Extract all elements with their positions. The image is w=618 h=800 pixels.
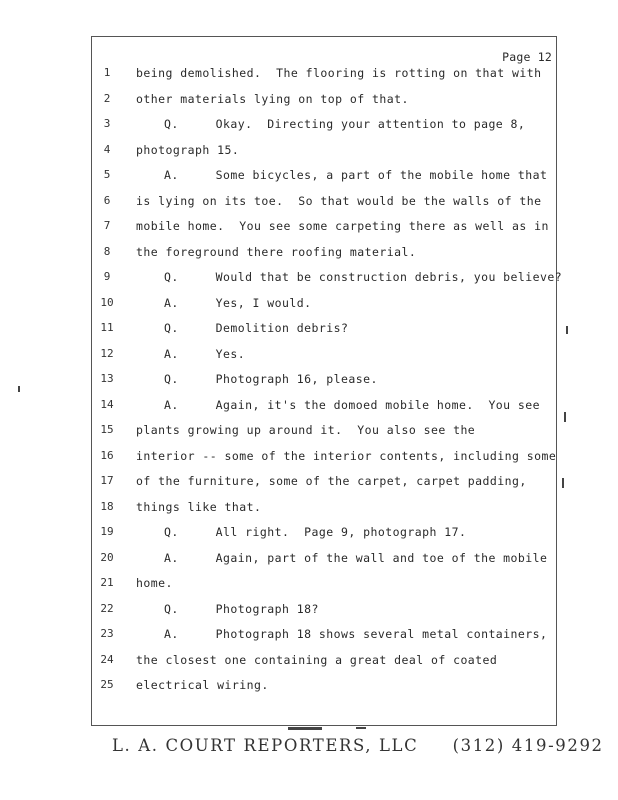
line-text: Q. Would that be construction debris, you believe?	[164, 270, 563, 284]
line-text: being demolished. The flooring is rotting on that with	[136, 66, 542, 80]
line-text: Q. Demolition debris?	[164, 321, 349, 335]
transcript-line	[0, 347, 560, 365]
line-text: A. Yes.	[164, 346, 246, 361]
line-number: 15	[100, 423, 114, 436]
line-number: 8	[103, 244, 111, 258]
transcript-line	[0, 678, 560, 696]
scan-speck	[288, 727, 322, 730]
line-number: 14	[100, 397, 114, 411]
line-number: 19	[100, 525, 114, 538]
transcript-line	[0, 270, 563, 288]
transcript-line	[0, 143, 560, 161]
line-number: 5	[103, 168, 111, 181]
line-number: 1	[103, 66, 111, 79]
line-number: 3	[103, 117, 111, 130]
line-text: other materials lying on top of that.	[136, 91, 409, 106]
transcript-line	[0, 194, 560, 212]
page-number: Page 12	[502, 50, 552, 64]
court-reporter-footer: L. A. COURT REPORTERS, LLC (312) 419-9292	[112, 736, 604, 755]
scan-speck	[562, 478, 564, 488]
line-number: 4	[103, 142, 111, 156]
transcript-line	[0, 449, 560, 467]
line-number: 2	[103, 91, 111, 105]
line-text: A. Yes, I would.	[164, 295, 312, 310]
line-text: Q. Photograph 18?	[164, 601, 319, 616]
line-text: things like that.	[136, 499, 262, 514]
line-text: A. Some bicycles, a part of the mobile home that	[164, 168, 548, 182]
scan-speck	[356, 727, 366, 729]
line-number: 10	[100, 295, 114, 309]
line-text: A. Again, part of the wall and toe of the mobile	[164, 550, 548, 565]
transcript-line	[0, 653, 560, 671]
transcript-line	[0, 219, 560, 237]
transcript-line	[0, 474, 560, 492]
line-number: 7	[103, 219, 111, 232]
line-number: 25	[100, 678, 114, 691]
line-number: 16	[100, 448, 114, 462]
line-text: mobile home. You see some carpeting there as well as in	[136, 219, 549, 233]
transcript-line	[0, 525, 560, 543]
line-number: 20	[100, 550, 114, 564]
line-number: 24	[100, 652, 114, 666]
scan-speck	[18, 386, 20, 392]
scan-speck	[566, 326, 568, 334]
transcript-line	[0, 551, 560, 569]
transcript-line	[0, 245, 560, 263]
line-text: A. Photograph 18 shows several metal containers,	[164, 627, 548, 641]
line-number: 11	[100, 321, 114, 334]
transcript-line	[0, 92, 560, 110]
transcript-line	[0, 321, 560, 339]
line-text: Q. All right. Page 9, photograph 17.	[164, 525, 467, 539]
line-text: is lying on its toe. So that would be the walls of the	[136, 193, 542, 208]
transcript-line	[0, 627, 560, 645]
line-text: home.	[136, 576, 173, 590]
transcript-line	[0, 117, 560, 135]
line-number: 13	[100, 372, 114, 385]
line-text: the closest one containing a great deal of coated	[136, 652, 498, 667]
line-number: 23	[100, 627, 114, 640]
transcript-line	[0, 423, 560, 441]
line-text: photograph 15.	[136, 142, 240, 157]
line-text: interior -- some of the interior contents, including some	[136, 448, 557, 463]
line-number: 9	[103, 270, 111, 283]
line-number: 12	[100, 346, 114, 360]
transcript-line	[0, 602, 560, 620]
line-text: of the furniture, some of the carpet, carpet padding,	[136, 474, 527, 488]
line-text: Q. Photograph 16, please.	[164, 372, 378, 386]
transcript-line	[0, 372, 560, 390]
line-text: A. Again, it's the domoed mobile home. You see	[164, 397, 541, 412]
transcript-line	[0, 500, 560, 518]
line-number: 6	[103, 193, 111, 207]
line-text: electrical wiring.	[136, 678, 269, 692]
transcript-line	[0, 398, 560, 416]
transcript-line	[0, 576, 560, 594]
line-text: Q. Okay. Directing your attention to page 8,	[164, 117, 526, 131]
scan-speck	[564, 412, 566, 422]
line-number: 21	[100, 576, 114, 589]
line-text: plants growing up around it. You also see the	[136, 423, 476, 437]
line-number: 17	[100, 474, 114, 487]
transcript-line	[0, 296, 560, 314]
transcript-line	[0, 168, 560, 186]
transcript-line	[0, 66, 560, 84]
line-text: the foreground there roofing material.	[136, 244, 417, 259]
line-number: 18	[100, 499, 114, 513]
line-number: 22	[100, 601, 114, 615]
